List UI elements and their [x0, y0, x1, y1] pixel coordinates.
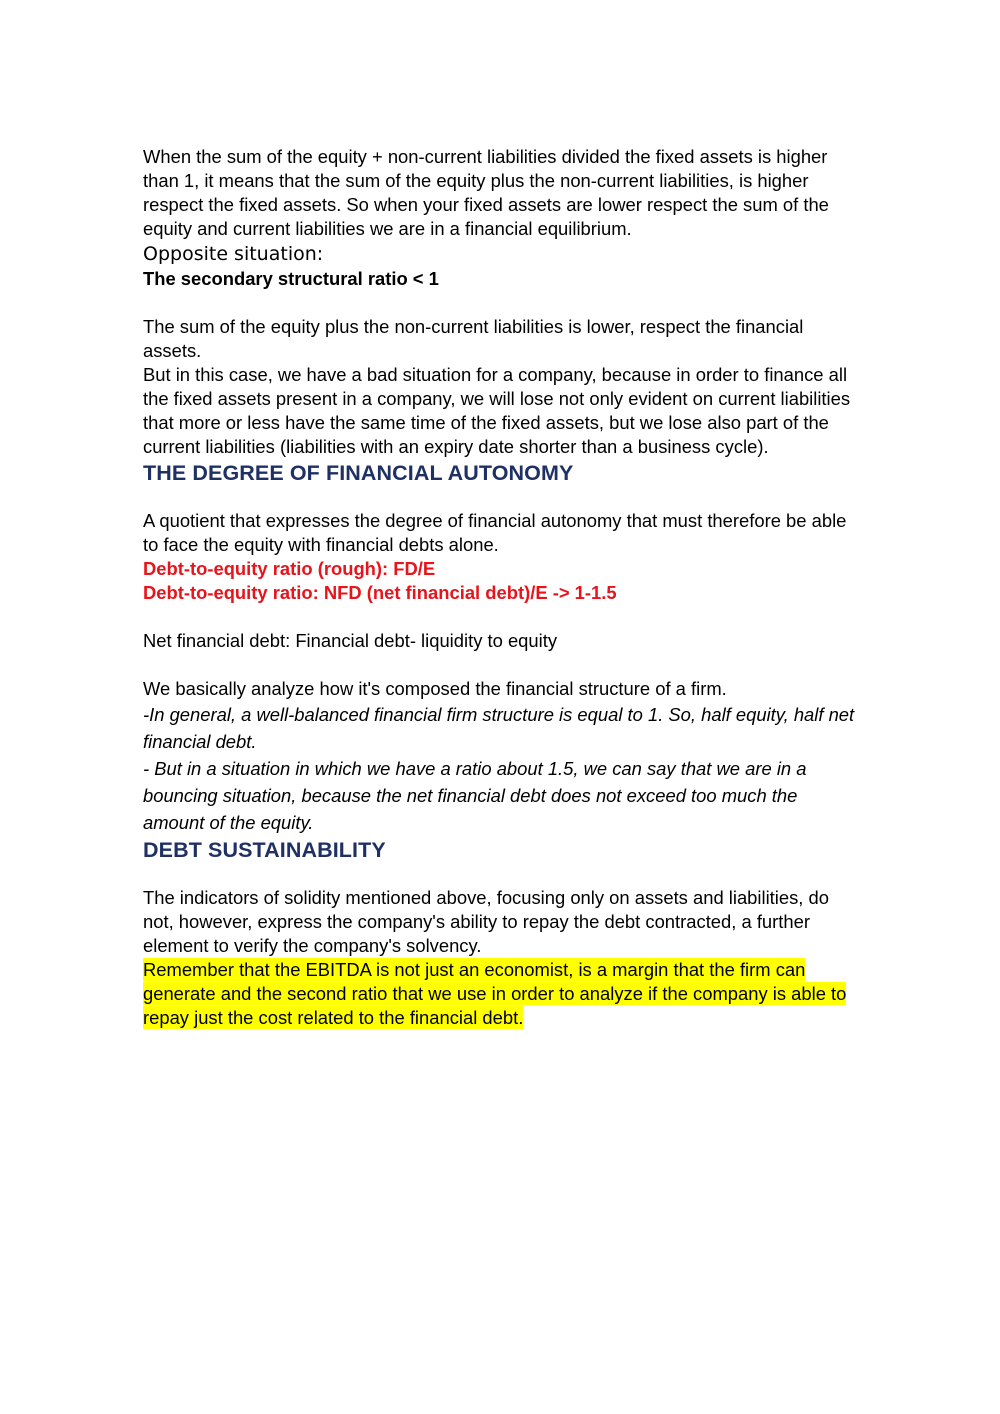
paragraph-bad-situation: But in this case, we have a bad situation for a company, because in order to finance all the fixed assets present in a company, we will lose not only evident on current liabilities that more or less have the same time of the fixed assets, but we lose also part of the current liabilities (liabilities with an expiry date shorter than a business cycle).	[143, 364, 851, 457]
italic-balanced-structure: -In general, a well-balanced financial firm structure is equal to 1. So, half equity, half net financial debt.	[143, 704, 855, 752]
formula-debt-to-equity-net: Debt-to-equity ratio: NFD (net financial debt)/E -> 1-1.5	[143, 582, 617, 603]
paragraph-quotient: A quotient that expresses the degree of financial autonomy that must therefore be able to face the equity with financial debts alone.	[143, 510, 847, 555]
italic-bouncing-situation: - But in a situation in which we have a ratio about 1.5, we can say that we are in a bouncing situation, because the net financial debt does not exceed too much the amount of the equity.	[143, 758, 807, 833]
opposite-situation-label: Opposite situation:	[143, 243, 324, 265]
highlighted-ebitda-note	[143, 958, 863, 1030]
paragraph-net-financial-debt: Net financial debt: Financial debt- liquidity to equity	[143, 630, 558, 651]
paragraph-financial-equilibrium: When the sum of the equity + non-current liabilities divided the fixed assets is higher than 1, it means that the sum of the equity plus the non-current liabilities, is higher respect the fixed assets. So when your fixed assets are lower respect the sum of the equity and current liabilities we are in a financial equilibrium.	[143, 146, 829, 239]
formula-debt-to-equity-rough: Debt-to-equity ratio (rough): FD/E	[143, 558, 436, 579]
heading-financial-autonomy: THE DEGREE OF FINANCIAL AUTONOMY	[143, 461, 574, 485]
secondary-structural-ratio-label: The secondary structural ratio < 1	[143, 268, 439, 289]
heading-debt-sustainability: DEBT SUSTAINABILITY	[143, 838, 386, 862]
paragraph-lower-equity: The sum of the equity plus the non-current liabilities is lower, respect the financial assets.	[143, 316, 804, 361]
highlighted-ebitda-text: Remember that the EBITDA is not just an economist, is a margin that the firm can generate and the second ratio that we use in order to analyze if the company is able to repay just the cost related to the financial debt.	[143, 959, 847, 1028]
document-page	[143, 145, 863, 1030]
paragraph-solidity-indicators: The indicators of solidity mentioned above, focusing only on assets and liabilities, do not, however, express the company's ability to repay the debt contracted, a further element to verify the company's solvency.	[143, 887, 829, 956]
paragraph-analyze-structure: We basically analyze how it's composed the financial structure of a firm.	[143, 678, 727, 699]
